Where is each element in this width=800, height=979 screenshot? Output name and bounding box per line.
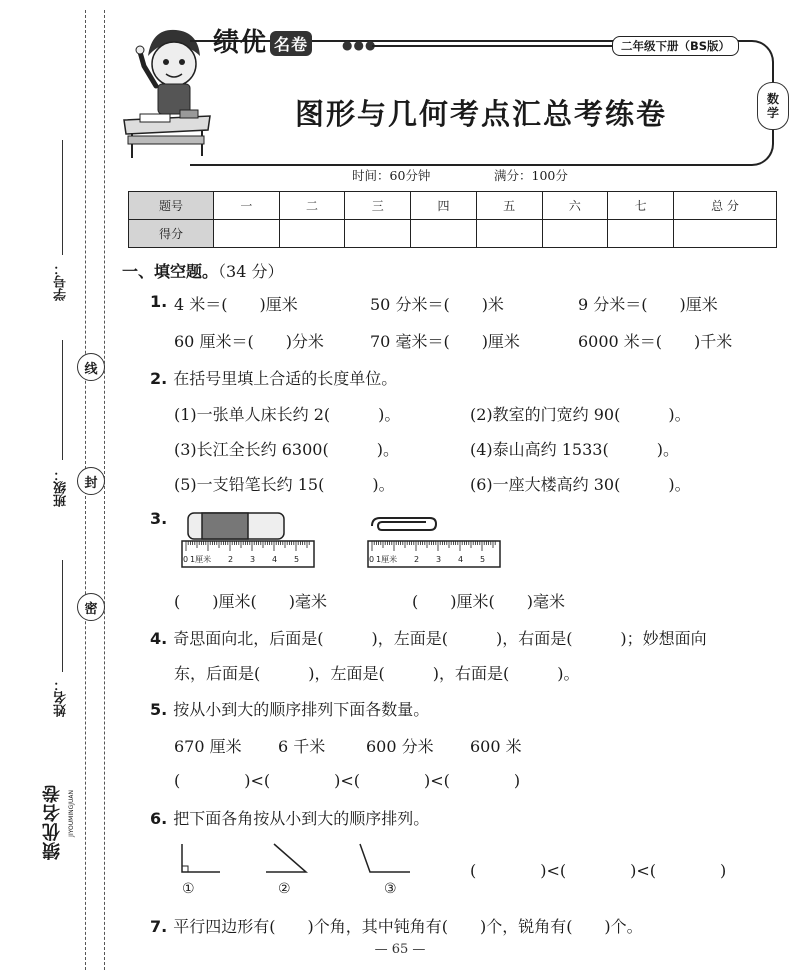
q3-answer-a: ( )厘米( )毫米 xyxy=(174,592,327,611)
q2-item: (2)教室的门宽约 90( )。 xyxy=(470,405,691,424)
section-title xyxy=(122,259,283,282)
score-cell-total[interactable] xyxy=(674,220,777,248)
obtuse-angle-3 xyxy=(360,844,410,872)
vertical-brand-pinyin: JIYOUMINGJUAN xyxy=(68,790,75,837)
question-2: 2. 在括号里填上合适的长度单位。 xyxy=(150,369,398,388)
q2-item: (5)一支铅笔长约 15( )。 xyxy=(174,475,395,494)
ruler-label: 4 xyxy=(458,555,464,564)
ruler-label: 5 xyxy=(294,555,300,564)
ruler-label: 3 xyxy=(250,555,256,564)
name-label: 姓名： xyxy=(54,678,69,717)
q5-value: 670 厘米 xyxy=(174,737,242,756)
name-field[interactable] xyxy=(62,560,63,672)
q1-item: 4 米＝( )厘米 xyxy=(174,295,298,314)
eraser-on-ruler-figure xyxy=(180,510,316,570)
brand-logo xyxy=(213,22,312,59)
q2-item: (1)一张单人床长约 2( )。 xyxy=(174,405,401,424)
q1-item: 50 分米＝( )米 xyxy=(370,295,504,314)
brand-logo-badge: 名卷 xyxy=(270,31,312,56)
score-table-col: 六 xyxy=(542,192,608,220)
ruler-label: 2 xyxy=(414,555,420,564)
full-score: 满分：100分 xyxy=(494,168,568,183)
score-table-col: 二 xyxy=(279,192,345,220)
angle-label: ③ xyxy=(384,881,397,897)
question-4-line-2: 东，后面是( )，左面是( )，右面是( )。 xyxy=(174,664,580,683)
score-table-col: 五 xyxy=(476,192,542,220)
score-table-row-label: 得分 xyxy=(129,220,214,248)
q2-item: (6)一座大楼高约 30( )。 xyxy=(470,475,691,494)
score-cell[interactable] xyxy=(345,220,411,248)
q5-value: 600 分米 xyxy=(366,737,434,756)
q1-item: 6000 米＝( )千米 xyxy=(578,332,733,351)
question-text: 按从小到大的顺序排列下面各数量。 xyxy=(173,700,430,719)
score-cell[interactable] xyxy=(411,220,477,248)
ruler-label: 0 xyxy=(369,555,375,564)
q3-answer-b: ( )厘米( )毫米 xyxy=(412,592,565,611)
q2-item: (3)长江全长约 6300( )。 xyxy=(174,440,399,459)
ruler-label: 5 xyxy=(480,555,486,564)
ruler-label: 0 xyxy=(183,555,189,564)
class-label: 班级： xyxy=(54,468,69,507)
student-no-label: 学号： xyxy=(54,262,69,301)
score-table-col: 四 xyxy=(411,192,477,220)
subject-char-1: 数 xyxy=(766,92,779,106)
question-text: 把下面各角按从小到大的顺序排列。 xyxy=(173,809,430,828)
eraser-sleeve xyxy=(202,513,248,539)
question-number: 3. xyxy=(150,509,168,528)
score-cell[interactable] xyxy=(279,220,345,248)
score-table xyxy=(128,191,777,248)
angle-label: ① xyxy=(182,881,195,897)
score-table-header-row xyxy=(129,192,777,220)
q1-item: 60 厘米＝( )分米 xyxy=(174,332,324,351)
subject-char-2: 学 xyxy=(766,106,779,120)
grade-badge: 二年级下册（BS版） xyxy=(612,36,739,56)
score-table-score-row xyxy=(129,220,777,248)
angle-label: ② xyxy=(278,881,291,897)
ruler-label: 2 xyxy=(228,555,234,564)
score-cell[interactable] xyxy=(608,220,674,248)
brand-dots: ●●● xyxy=(342,38,377,52)
paperclip-on-ruler-figure xyxy=(366,514,502,570)
q5-order: ( )<( )<( )<( ) xyxy=(174,771,521,790)
time-limit: 时间：60分钟 xyxy=(352,168,431,183)
ruler-label: 1厘米 xyxy=(376,555,398,564)
score-cell[interactable] xyxy=(542,220,608,248)
score-table-col: 三 xyxy=(345,192,411,220)
page-number: — 65 — xyxy=(374,942,426,957)
seal-char-seal: 封 xyxy=(77,467,105,495)
section-points: （34 分） xyxy=(218,262,284,281)
ruler-label: 3 xyxy=(436,555,442,564)
vertical-brand-logo: 绩优名卷 xyxy=(42,784,63,860)
angles-figure xyxy=(170,838,420,902)
acute-angle-2 xyxy=(266,844,306,872)
score-cell[interactable] xyxy=(476,220,542,248)
q1-item: 9 分米＝( )厘米 xyxy=(578,295,718,314)
paperclip-icon xyxy=(372,518,436,530)
question-text: 奇思面向北，后面是( )，左面是( )，右面是( )；妙想面向 xyxy=(173,629,707,648)
q6-order: ( )<( )<( ) xyxy=(470,861,727,880)
question-number: 1. xyxy=(150,292,168,311)
ruler-label: 4 xyxy=(272,555,278,564)
score-table-col: 七 xyxy=(608,192,674,220)
brand-logo-text: 绩优 xyxy=(213,28,268,58)
score-cell[interactable] xyxy=(214,220,280,248)
question-7: 7. 平行四边形有( )个角，其中钝角有( )个，锐角有( )个。 xyxy=(150,917,643,936)
seal-char-secret: 密 xyxy=(77,593,105,621)
ruler-label: 1厘米 xyxy=(190,555,212,564)
student-no-field[interactable] xyxy=(62,140,63,255)
question-6: 6. 把下面各角按从小到大的顺序排列。 xyxy=(150,809,430,828)
binding-line-inner xyxy=(104,10,105,970)
q2-item: (4)泰山高约 1533( )。 xyxy=(470,440,679,459)
section-title-text: 一、填空题。 xyxy=(122,262,219,281)
score-table-col: 一 xyxy=(214,192,280,220)
score-table-row-label: 题号 xyxy=(129,192,214,220)
q5-value: 6 千米 xyxy=(278,737,326,756)
question-4-line-1: 4. 奇思面向北，后面是( )，左面是( )，右面是( )；妙想面向 xyxy=(150,629,707,648)
score-table-col-total: 总 分 xyxy=(674,192,777,220)
q5-value: 600 米 xyxy=(470,737,522,756)
question-text: 在括号里填上合适的长度单位。 xyxy=(173,369,398,388)
subject-badge xyxy=(757,82,789,130)
seal-char-line: 线 xyxy=(77,353,105,381)
question-text: 平行四边形有( )个角，其中钝角有( )个，锐角有( )个。 xyxy=(173,917,643,936)
header-rule xyxy=(372,45,612,47)
class-field[interactable] xyxy=(62,340,63,460)
q1-item: 70 毫米＝( )厘米 xyxy=(370,332,520,351)
question-5: 5. 按从小到大的顺序排列下面各数量。 xyxy=(150,700,430,719)
page-title: 图形与几何考点汇总考练卷 xyxy=(295,97,668,131)
